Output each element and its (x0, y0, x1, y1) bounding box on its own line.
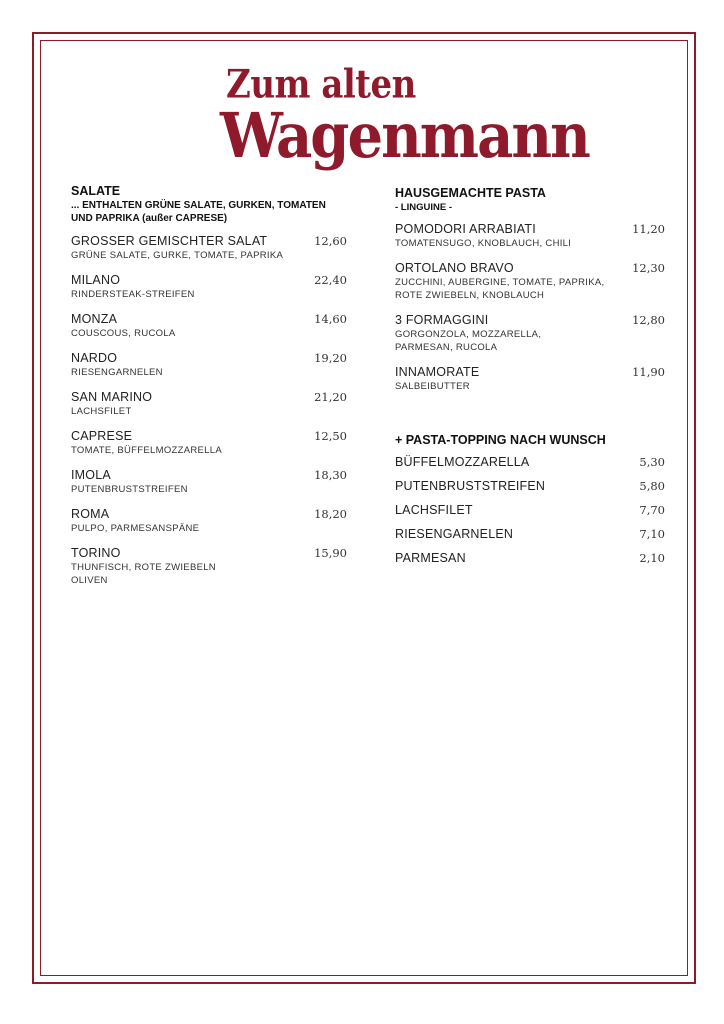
menu-item (71, 312, 347, 340)
item-name: IMOLA (71, 468, 111, 482)
item-name: ORTOLANO BRAVO (395, 261, 514, 275)
item-price: 18,20 (314, 507, 347, 521)
topping-item (395, 503, 665, 518)
menu-item (71, 468, 347, 496)
item-price: 15,90 (314, 546, 347, 560)
item-description: GRÜNE SALATE, GURKE, TOMATE, PAPRIKA (71, 250, 284, 261)
item-description: TOMATE, BÜFFELMOZZARELLA (71, 445, 222, 456)
toppings-title: + PASTA-TOPPING NACH WUNSCH (395, 433, 606, 447)
topping-item (395, 527, 665, 542)
topping-price: 5,30 (639, 455, 665, 469)
item-price: 14,60 (314, 312, 347, 326)
item-price: 11,20 (632, 222, 665, 236)
topping-name: LACHSFILET (395, 503, 473, 517)
item-description: PUTENBRUSTSTREIFEN (71, 484, 188, 495)
menu-item (395, 365, 665, 393)
section-note: - LINGUINE - (395, 202, 452, 213)
menu-item (71, 429, 347, 457)
menu-item (71, 546, 347, 587)
menu-item (395, 261, 665, 302)
topping-price: 2,10 (639, 551, 665, 565)
menu-item (395, 313, 665, 354)
item-price: 12,60 (314, 234, 347, 248)
topping-price: 7,70 (639, 503, 665, 517)
topping-price: 7,10 (639, 527, 665, 541)
topping-name: PUTENBRUSTSTREIFEN (395, 479, 546, 493)
item-price: 12,80 (632, 313, 665, 327)
item-name: POMODORI ARRABIATI (395, 222, 536, 236)
pasta-section (395, 184, 665, 566)
topping-item (395, 551, 665, 566)
item-description: RINDERSTEAK-STREIFEN (71, 289, 195, 300)
item-description: LACHSFILET (71, 406, 132, 417)
item-description: ZUCCHINI, AUBERGINE, TOMATE, PAPRIKA, ROTE ZWIEBELN, KNOBLAUCH (395, 277, 605, 301)
menu-item (71, 351, 347, 379)
menu-item (71, 507, 347, 535)
topping-item (395, 455, 665, 470)
item-name: NARDO (71, 351, 118, 365)
item-name: TORINO (71, 546, 121, 560)
item-description: TOMATENSUGO, KNOBLAUCH, CHILI (395, 238, 572, 249)
section-title: HAUSGEMACHTE PASTA (395, 186, 546, 200)
item-price: 19,20 (314, 351, 347, 365)
item-name: INNAMORATE (395, 365, 480, 379)
topping-name: PARMESAN (395, 551, 466, 565)
item-name: MONZA (71, 312, 118, 326)
item-description: SALBEIBUTTER (395, 381, 470, 392)
section-title: SALATE (71, 184, 121, 198)
restaurant-logo (220, 62, 589, 173)
item-price: 12,30 (632, 261, 665, 275)
item-name: 3 FORMAGGINI (395, 313, 489, 327)
logo-line-1: Zum alten (226, 62, 416, 108)
item-description: PULPO, PARMESANSPÄNE (71, 523, 200, 534)
section-note: ... ENTHALTEN GRÜNE SALATE, GURKEN, TOMATEN UND PAPRIKA (außer CAPRESE) (71, 200, 326, 224)
item-price: 11,90 (632, 365, 665, 379)
menu-item (71, 273, 347, 301)
topping-name: RIESENGARNELEN (395, 527, 514, 541)
item-description: RIESENGARNELEN (71, 367, 163, 378)
item-name: MILANO (71, 273, 121, 287)
logo-line-2: Wagenmann (220, 100, 589, 173)
topping-name: BÜFFELMOZZARELLA (395, 455, 530, 469)
item-name: ROMA (71, 507, 110, 521)
item-price: 18,30 (314, 468, 347, 482)
topping-item (395, 479, 665, 494)
menu-item (395, 222, 665, 250)
item-description: THUNFISCH, ROTE ZWIEBELN OLIVEN (71, 562, 216, 586)
item-price: 22,40 (314, 273, 347, 287)
menu-item (71, 234, 347, 262)
item-description: COUSCOUS, RUCOLA (71, 328, 176, 339)
item-name: CAPRESE (71, 429, 133, 443)
menu-item (71, 390, 347, 418)
item-description: GORGONZOLA, MOZZARELLA, PARMESAN, RUCOLA (395, 329, 542, 353)
item-name: GROSSER GEMISCHTER SALAT (71, 234, 268, 248)
topping-price: 5,80 (639, 479, 665, 493)
salate-section (71, 184, 347, 587)
item-name: SAN MARINO (71, 390, 153, 404)
item-price: 12,50 (314, 429, 347, 443)
item-price: 21,20 (314, 390, 347, 404)
